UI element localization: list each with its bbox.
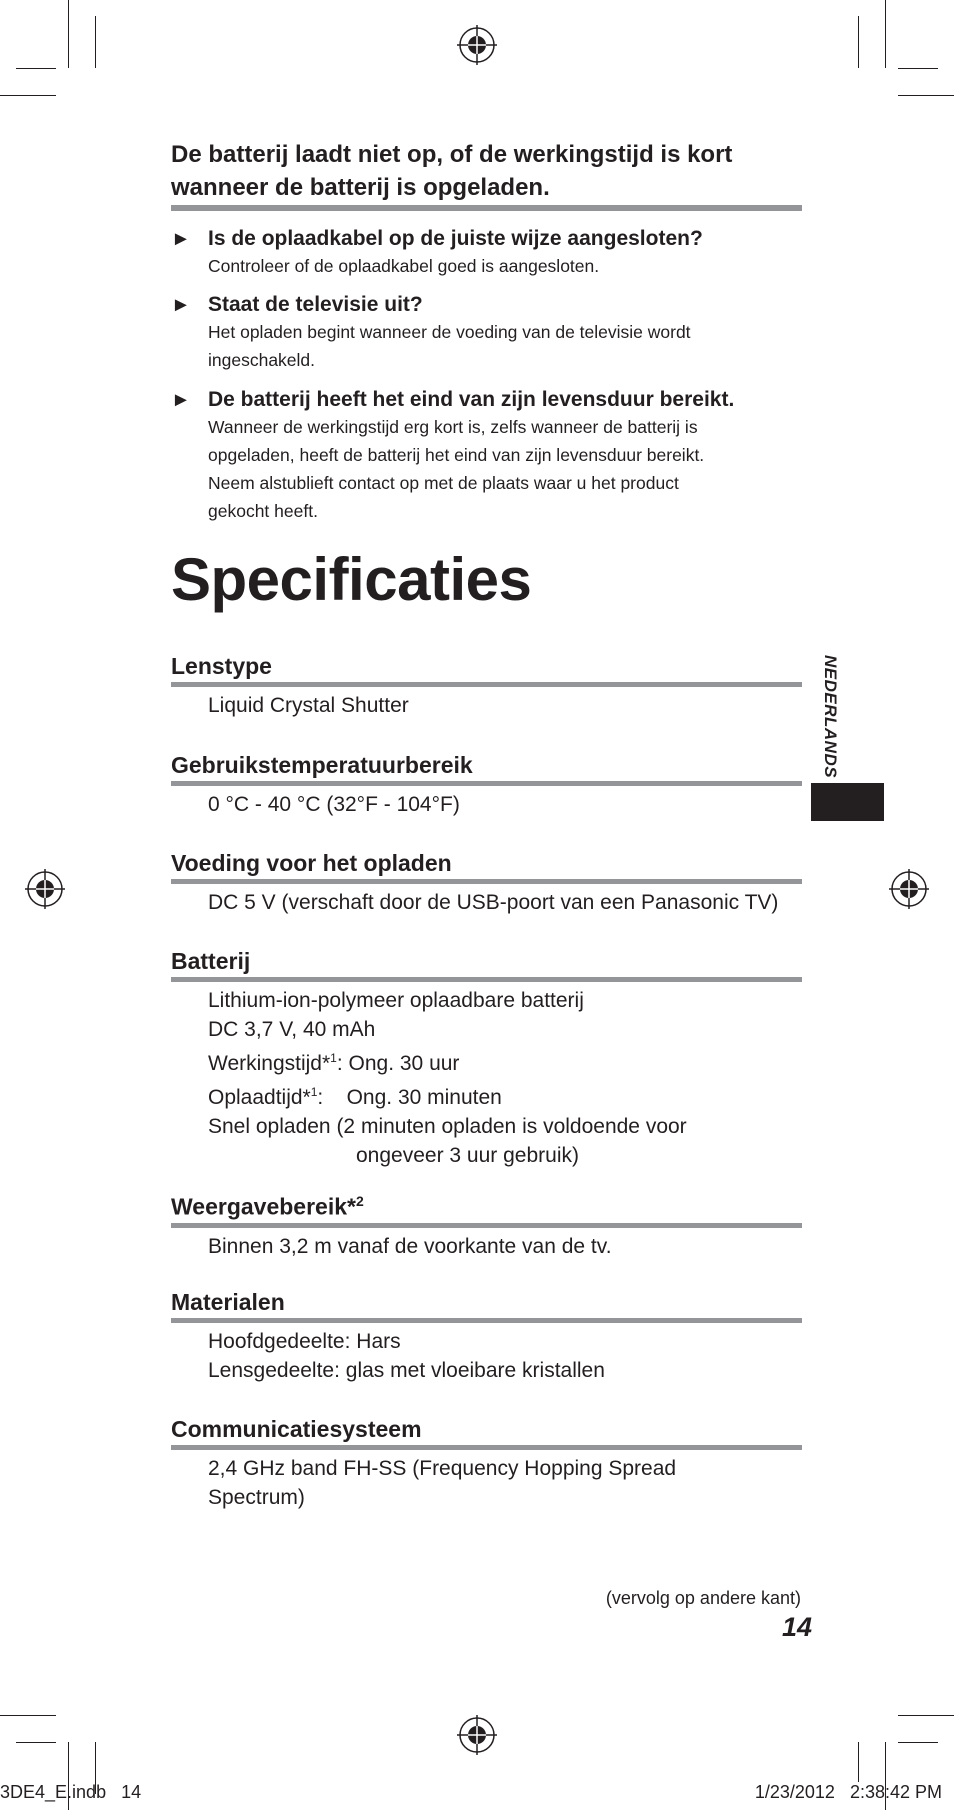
troubleshoot-question: Is de oplaadkabel op de juiste wijze aangesloten?: [208, 227, 703, 250]
footnote-ref: 1: [310, 1085, 318, 1099]
crop-mark: [898, 68, 938, 69]
spec-section-body: [208, 986, 811, 1170]
crop-mark: [858, 16, 859, 68]
spec-line: Spectrum): [208, 1486, 305, 1509]
registration-mark-icon: [457, 25, 497, 65]
section-rule: [171, 205, 802, 211]
troubleshoot-answer-line: ingeschakeld.: [208, 350, 316, 370]
spec-section-range: [171, 1186, 811, 1261]
troubleshoot-answer-line: Wanneer de werkingstijd erg kort is, zelfs wanneer de batterij is: [208, 417, 698, 437]
troubleshoot-answer-line: Neem alstublieft contact op met de plaats waar u het product: [208, 473, 679, 493]
spec-line: DC 5 V (verschaft door de USB-poort van een Panasonic TV): [208, 891, 779, 914]
section-rule: [171, 977, 802, 982]
spec-section-title: Gebruikstemperatuurbereik: [171, 752, 473, 778]
spec-value: : Ong. 30 minuten: [317, 1086, 502, 1109]
spec-section-title: Lenstype: [171, 653, 272, 679]
spec-section-temperature: [171, 750, 811, 819]
spec-line-operating-time: [208, 1044, 811, 1078]
spec-section-power: [171, 848, 811, 917]
language-tab-label: [812, 655, 842, 779]
spec-section-communication: [171, 1414, 811, 1512]
troubleshoot-answer-line: Controleer of de oplaadkabel goed is aangesloten.: [208, 256, 600, 276]
spec-section-title: Voeding voor het opladen: [171, 850, 452, 876]
spec-section-title: Batterij: [171, 948, 251, 974]
troubleshoot-answer-line: opgeladen, heeft de batterij het eind van zijn levensduur bereikt.: [208, 445, 705, 465]
section-rule: [171, 1445, 802, 1450]
crop-mark: [68, 0, 69, 68]
bullet-arrow-icon: ►: [171, 389, 191, 411]
language-tab-text: NEDERLANDS: [821, 655, 840, 779]
spec-line: Liquid Crystal Shutter: [208, 694, 409, 717]
crop-mark: [858, 1742, 859, 1782]
troubleshoot-title-line: De batterij laadt niet op, of de werkingstijd is kort: [171, 141, 733, 168]
spec-line: Binnen 3,2 m vanaf de voorkante van de tv.: [208, 1234, 612, 1258]
troubleshoot-title-line: wanneer de batterij is opgeladen.: [171, 174, 550, 201]
spec-line: ongeveer 3 uur gebruik): [356, 1144, 579, 1167]
spec-section-body: [208, 790, 811, 819]
page-title: Specificaties: [171, 546, 532, 613]
troubleshoot-title: [171, 138, 811, 204]
crop-mark: [898, 95, 954, 96]
spec-line: Lithium-ion-polymeer oplaadbare batterij: [208, 989, 584, 1012]
troubleshoot-question: De batterij heeft het eind van zijn levensduur bereikt.: [208, 388, 735, 411]
continued-note: (vervolg op andere kant): [605, 1588, 801, 1608]
spec-title-text: Weergavebereik*: [171, 1193, 356, 1220]
registration-mark-icon: [457, 1715, 497, 1755]
spec-label: Oplaadtijd*: [208, 1086, 311, 1109]
troubleshoot-item: [171, 387, 811, 525]
section-rule: [171, 879, 802, 884]
section-rule: [171, 682, 802, 687]
page-number: 14: [781, 1612, 812, 1642]
troubleshoot-item: [171, 292, 811, 374]
spec-line: Snel opladen (2 minuten opladen is voldoende voor: [208, 1115, 687, 1138]
troubleshoot-answer-line: Het opladen begint wanneer de voeding van de televisie wordt: [208, 322, 691, 342]
section-rule: [171, 1318, 802, 1323]
spec-section-title: [171, 1186, 811, 1222]
section-rule: [171, 1223, 802, 1228]
section-rule: [171, 781, 802, 786]
spec-section-body: [208, 888, 811, 917]
crop-mark: [16, 1742, 56, 1743]
crop-mark: [0, 95, 56, 96]
crop-mark: [16, 68, 56, 69]
spec-section-body: [208, 1232, 811, 1261]
spec-line: DC 3,7 V, 40 mAh: [208, 1018, 376, 1041]
spec-line: Lensgedeelte: glas met vloeibare kristallen: [208, 1359, 605, 1382]
spec-line: 2,4 GHz band FH-SS (Frequency Hopping Spread: [208, 1457, 677, 1480]
footnote-ref: 1: [330, 1051, 337, 1065]
troubleshoot-question: Staat de televisie uit?: [208, 293, 423, 316]
footnote-ref: 2: [355, 1193, 364, 1209]
print-slug-timestamp: 1/23/2012 2:38:42 PM: [754, 1782, 942, 1802]
spec-label: Werkingstijd*: [208, 1052, 331, 1075]
spec-section-materials: [171, 1287, 811, 1385]
crop-mark: [885, 0, 886, 68]
spec-line: Hoofdgedeelte: Hars: [208, 1330, 401, 1353]
registration-mark-icon: [889, 869, 929, 909]
spec-section-title: Communicatiesysteem: [171, 1416, 422, 1442]
registration-mark-icon: [25, 869, 65, 909]
crop-mark: [898, 1715, 954, 1716]
crop-mark: [898, 1742, 938, 1743]
troubleshoot-item: [171, 226, 811, 280]
spec-value: : Ong. 30 uur: [336, 1052, 460, 1075]
crop-mark: [95, 16, 96, 68]
language-tab-marker: [811, 783, 884, 821]
spec-section-lenstype: [171, 651, 811, 720]
spec-section-body: [208, 691, 811, 720]
bullet-arrow-icon: ►: [171, 228, 191, 250]
spec-section-body: [208, 1454, 811, 1512]
print-slug-file: 3DE4_E.indb 14: [0, 1782, 142, 1802]
spec-section-title: Materialen: [171, 1289, 285, 1315]
spec-section-battery: [171, 946, 811, 1170]
bullet-arrow-icon: ►: [171, 294, 191, 316]
spec-line-charge-time: [208, 1078, 811, 1112]
spec-section-body: [208, 1327, 811, 1385]
crop-mark: [0, 1715, 56, 1716]
troubleshoot-answer-line: gekocht heeft.: [208, 501, 318, 521]
spec-line: 0 °C - 40 °C (32°F - 104°F): [208, 793, 460, 816]
